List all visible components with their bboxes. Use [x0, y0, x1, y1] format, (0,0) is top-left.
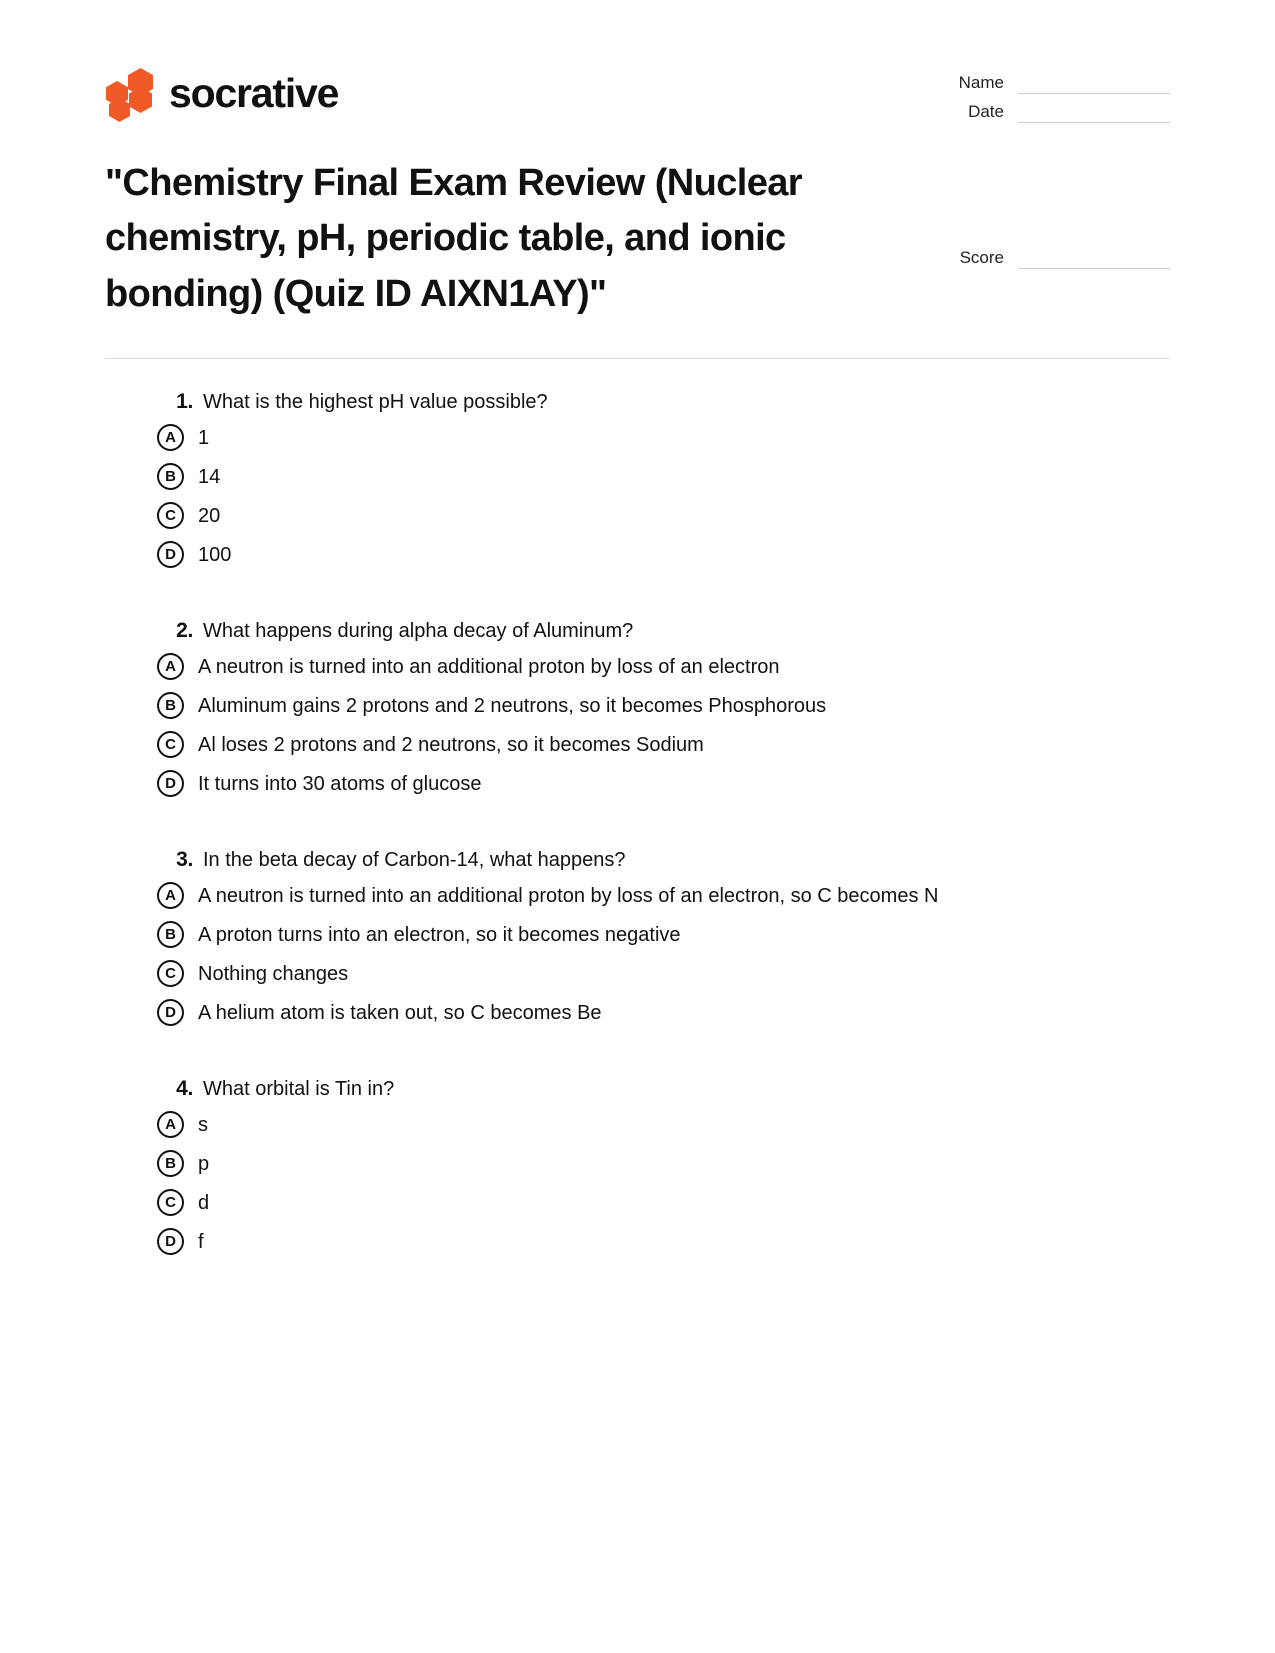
option-text: d — [198, 1191, 210, 1214]
option-row[interactable] — [157, 921, 1170, 948]
question-text: What is the highest pH value possible? — [203, 391, 548, 414]
question-item — [105, 618, 1170, 797]
question-number: 4. — [176, 1077, 193, 1101]
student-fields — [922, 74, 1170, 132]
socrative-logo — [105, 68, 338, 118]
question-item — [105, 847, 1170, 1026]
option-bubble-a[interactable]: A — [157, 1111, 184, 1138]
date-field-line[interactable] — [1018, 103, 1170, 123]
page-title: "Chemistry Final Exam Review (Nuclear chemistry, pH, periodic table, and ionic bonding) (Quiz ID AIXN1AY)" — [105, 162, 802, 315]
option-bubble-b[interactable]: B — [157, 463, 184, 490]
option-text: A neutron is turned into an additional proton by loss of an electron, so C becomes N — [198, 884, 939, 907]
option-text: 1 — [198, 426, 210, 449]
option-text: Al loses 2 protons and 2 neutrons, so it becomes Sodium — [198, 733, 704, 756]
option-row[interactable] — [157, 692, 1170, 719]
option-text: 20 — [198, 504, 221, 527]
option-text: A helium atom is taken out, so C becomes Be — [198, 1001, 602, 1024]
option-row[interactable] — [157, 424, 1170, 451]
name-field-line[interactable] — [1018, 74, 1170, 94]
option-text: 100 — [198, 543, 232, 566]
option-row[interactable] — [157, 541, 1170, 568]
option-bubble-d[interactable]: D — [157, 541, 184, 568]
options-list — [105, 424, 1170, 568]
question-header — [105, 847, 1170, 874]
question-header — [105, 1076, 1170, 1103]
option-row[interactable] — [157, 770, 1170, 797]
date-field-label: Date — [968, 102, 1004, 121]
option-row[interactable] — [157, 1228, 1170, 1255]
option-bubble-d[interactable]: D — [157, 999, 184, 1026]
questions-list — [0, 359, 1275, 1255]
option-row[interactable] — [157, 1189, 1170, 1216]
question-text: What orbital is Tin in? — [203, 1078, 395, 1101]
option-text: It turns into 30 atoms of glucose — [198, 772, 482, 795]
option-row[interactable] — [157, 502, 1170, 529]
option-bubble-d[interactable]: D — [157, 1228, 184, 1255]
page-header — [0, 0, 1275, 132]
question-header — [105, 618, 1170, 645]
option-bubble-c[interactable]: C — [157, 731, 184, 758]
brand-name: socrative — [169, 69, 339, 116]
option-row[interactable] — [157, 731, 1170, 758]
name-field-row — [922, 74, 1170, 94]
option-bubble-c[interactable]: C — [157, 502, 184, 529]
option-bubble-c[interactable]: C — [157, 1189, 184, 1216]
question-text: In the beta decay of Carbon-14, what happens? — [203, 849, 626, 872]
hexagon-cluster-icon — [105, 68, 153, 118]
score-field — [922, 249, 1170, 278]
option-text: s — [198, 1113, 208, 1136]
name-field-label: Name — [958, 73, 1004, 92]
score-field-label: Score — [959, 248, 1004, 267]
question-number: 3. — [176, 848, 193, 872]
option-text: 14 — [198, 465, 221, 488]
option-row[interactable] — [157, 653, 1170, 680]
options-list — [105, 653, 1170, 797]
score-field-line[interactable] — [1018, 249, 1170, 269]
question-text: What happens during alpha decay of Aluminum? — [203, 620, 634, 643]
question-item — [105, 1076, 1170, 1255]
option-text: p — [198, 1152, 210, 1175]
option-bubble-b[interactable]: B — [157, 692, 184, 719]
option-bubble-b[interactable]: B — [157, 1150, 184, 1177]
option-text: f — [198, 1230, 204, 1253]
score-field-row — [922, 249, 1170, 269]
option-row[interactable] — [157, 463, 1170, 490]
option-row[interactable] — [157, 1150, 1170, 1177]
option-text: Aluminum gains 2 protons and 2 neutrons, so it becomes Phosphorous — [198, 694, 827, 717]
option-bubble-a[interactable]: A — [157, 653, 184, 680]
option-bubble-a[interactable]: A — [157, 882, 184, 909]
option-bubble-b[interactable]: B — [157, 921, 184, 948]
option-row[interactable] — [157, 882, 1170, 909]
question-item — [105, 389, 1170, 568]
question-number: 2. — [176, 619, 193, 643]
title-block — [0, 132, 1275, 322]
question-number: 1. — [176, 390, 193, 414]
option-text: Nothing changes — [198, 962, 349, 985]
options-list — [105, 1111, 1170, 1255]
option-text: A proton turns into an electron, so it becomes negative — [198, 923, 681, 946]
question-header — [105, 389, 1170, 416]
option-text: A neutron is turned into an additional proton by loss of an electron — [198, 655, 780, 678]
option-bubble-d[interactable]: D — [157, 770, 184, 797]
option-row[interactable] — [157, 999, 1170, 1026]
option-row[interactable] — [157, 1111, 1170, 1138]
options-list — [105, 882, 1170, 1026]
option-bubble-c[interactable]: C — [157, 960, 184, 987]
option-row[interactable] — [157, 960, 1170, 987]
date-field-row — [922, 103, 1170, 123]
option-bubble-a[interactable]: A — [157, 424, 184, 451]
